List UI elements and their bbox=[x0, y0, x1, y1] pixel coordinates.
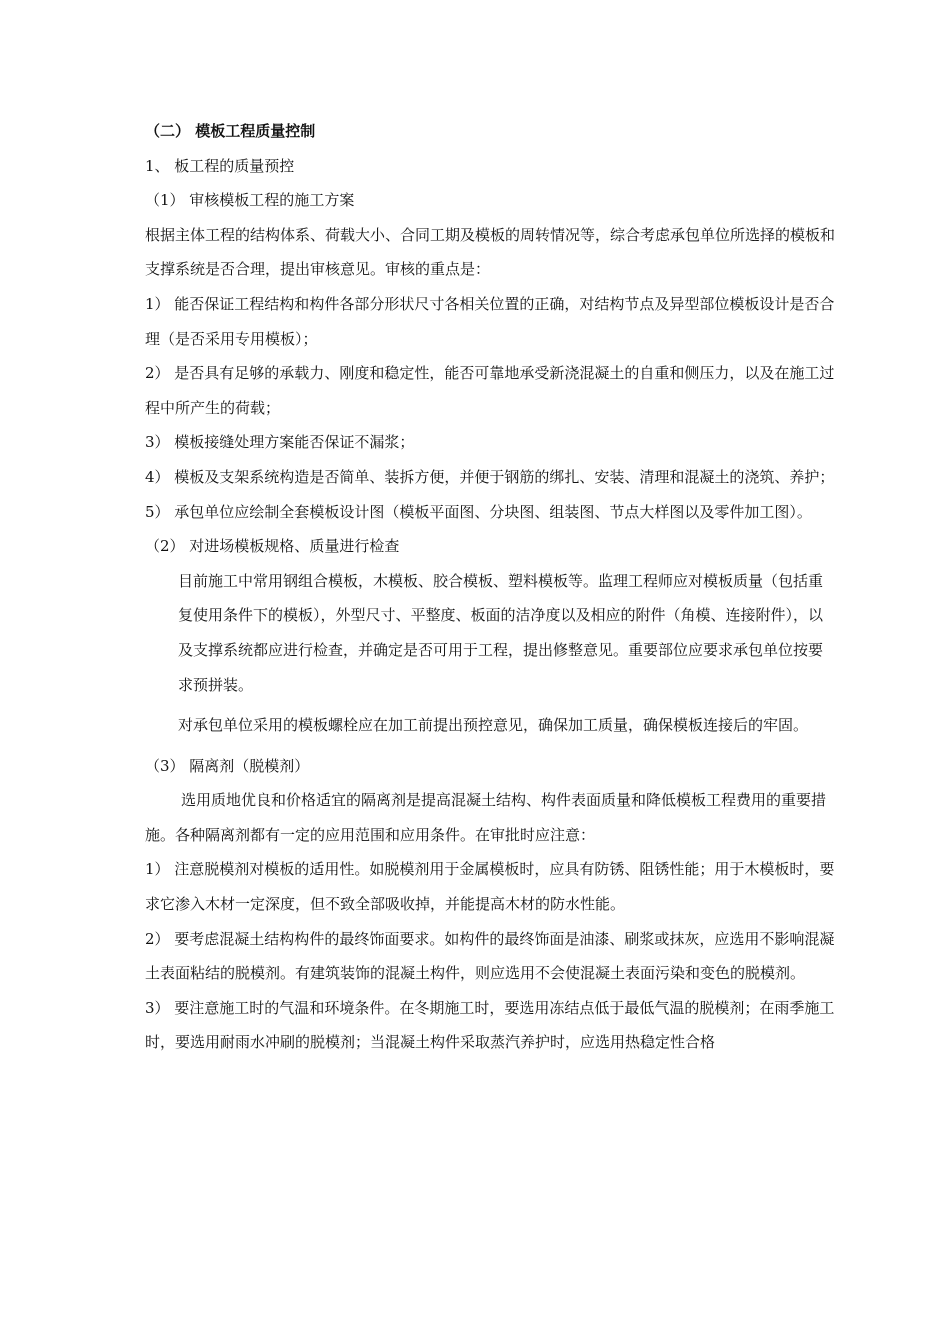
list-item: 5） 承包单位应绘制全套模板设计图（模板平面图、分块图、组装图、节点大样图以及零件加工图）。 bbox=[145, 502, 812, 521]
list-item: 2） 要考虑混凝土结构构件的最终饰面要求。如构件的最终饰面是油漆、刷浆或抹灰，应选用不影响混凝土表面粘结的脱模剂。有建筑装饰的混凝土构件，则应选用不会使混凝土表面污染和变色的脱模剂。 bbox=[145, 929, 835, 983]
list-item: 3） 要注意施工时的气温和环境条件。在冬期施工时，要选用冻结点低于最低气温的脱模剂；在雨季施工时，要选用耐雨水冲刷的脱模剂；当混凝土构件采取蒸汽养护时，应选用热稳定性合格 bbox=[145, 998, 835, 1052]
paragraph-review-intro: 根据主体工程的结构体系、荷载大小、合同工期及模板的周转情况等，综合考虑承包单位所选择的模板和支撑系统是否合理，提出审核意见。审核的重点是： bbox=[145, 225, 836, 279]
paragraph-formwork-quality: 目前施工中常用钢组合模板，木模板、胶合模板、塑料模板等。监理工程师应对模板质量（包括重复使用条件下的模板），外型尺寸、平整度、板面的洁净度以及相应的附件（角模、连接附件），以及支撑系统都应进行检查，并确定是否可用于工程，提出修整意见。重要部位应要求承包单位按要求预拼装。 bbox=[178, 571, 824, 694]
section-title: （二） 模板工程质量控制 bbox=[145, 122, 316, 140]
list-item: 3） 模板接缝处理方案能否保证不漏浆； bbox=[145, 433, 415, 452]
subheading-release-agent: （3） 隔离剂（脱模剂） bbox=[145, 756, 310, 775]
paragraph-formwork-bolts: 对承包单位采用的模板螺栓应在加工前提出预控意见，确保加工质量，确保模板连接后的牢固。 bbox=[178, 716, 809, 735]
list-item: 1） 能否保证工程结构和构件各部分形状尺寸各相关位置的正确，对结构节点及异型部位模板设计是否合理（是否采用专用模板）； bbox=[145, 294, 835, 348]
document-body bbox=[145, 114, 837, 1060]
subheading-review-plan: （1） 审核模板工程的施工方案 bbox=[145, 191, 355, 210]
list-item: 1） 注意脱模剂对模板的适用性。如脱模剂用于金属模板时，应具有防锈、阻锈性能；用于木模板时，要求它渗入木材一定深度，但不致全部吸收掉，并能提高木材的防水性能。 bbox=[145, 860, 835, 914]
heading-quality-precontrol: 1、 板工程的质量预控 bbox=[145, 156, 295, 175]
list-item: 4） 模板及支架系统构造是否简单、装拆方便，并便于钢筋的绑扎、安装、清理和混凝土的浇筑、养护； bbox=[145, 467, 835, 486]
paragraph-release-agent-intro: 选用质地优良和价格适宜的隔离剂是提高混凝土结构、构件表面质量和降低模板工程费用的重要措施。各种隔离剂都有一定的应用范围和应用条件。在审批时应注意： bbox=[145, 791, 827, 844]
subheading-formwork-inspection: （2） 对进场模板规格、质量进行检查 bbox=[145, 537, 400, 556]
list-item: 2） 是否具有足够的承载力、刚度和稳定性，能否可靠地承受新浇混凝土的自重和侧压力，以及在施工过程中所产生的荷载； bbox=[145, 364, 835, 417]
